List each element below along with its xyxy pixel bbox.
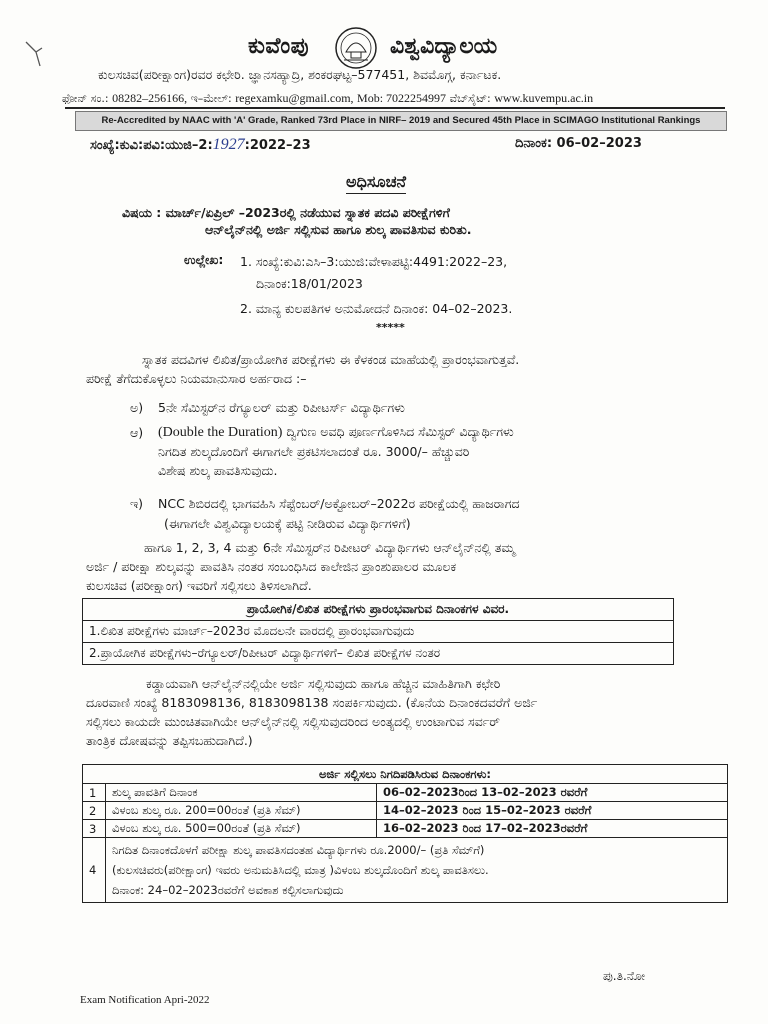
info-line-3: ಸಲ್ಲಿಸಲು ಕಾಯದೇ ಮುಂಚಿತವಾಗಿಯೇ ಆನ್‌ಲೈನ್‌ನಲ್ಲಿ ಸಲ್ಲಿಸುವುದರಿಂದ ಅಂತ್ಯದಲ್ಲಿ ಉಂಟಾಗುವ ಸರ್ವರ್	[86, 714, 500, 729]
item-b-line-2: ನಿಗದಿತ ಶುಲ್ಕದೊಂದಿಗೆ ಈಗಾಗಲೇ ಪ್ರಕಟಿಸಲಾದಂತೆ ರೂ. 3000/– ಹೆಚ್ಚುವರಿ	[158, 444, 470, 459]
phone-number: 08282–256166,	[112, 91, 188, 105]
subject-line-2: ಆನ್‌ಲೈನ್‌ನಲ್ಲಿ ಅರ್ಜಿ ಸಲ್ಲಿಸುವ ಹಾಗೂ ಶುಲ್ಕ ಪಾವತಿಸುವ ಕುರಿತು.	[205, 222, 472, 237]
row-4-text	[106, 838, 728, 903]
table-row: 2.ಪ್ರಾಯೋಗಿಕ ಪರೀಕ್ಷೆಗಳು–ರೆಗ್ಯೂಲರ್/ರಿಪೀಟರ್ ವಿದ್ಯಾರ್ಥಿಗಳಿಗೆ– ಲಿಖಿತ ಪರೀಕ್ಷೆಗಳ ನಂತರ	[83, 643, 674, 665]
email-address: regexamku@gmail.com,	[235, 91, 354, 105]
row-4-line-1: ನಿಗದಿತ ದಿನಾಂಕದೊಳಗೆ ಪರೀಕ್ಷಾ ಶುಲ್ಕ ಪಾವತಿಸದಂತಹ ವಿದ್ಯಾರ್ಥಿಗಳು ರೂ.2000/– (ಪ್ರತಿ ಸೆಮ್‌ಗೆ)	[112, 843, 485, 857]
para2-line-2: ಅರ್ಜಿ / ಪರೀಕ್ಷಾ ಶುಲ್ಕವನ್ನು ಪಾವತಿಸಿ ನಂತರ ಸಂಬಂಧಿಸಿದ ಕಾಲೇಜಿನ ಪ್ರಾಂಶುಪಾಲರ ಮೂಲಕ	[86, 559, 457, 574]
footer-note: Exam Notification Apri-2022	[80, 994, 210, 1006]
item-b-marker: ಆ)	[130, 425, 144, 440]
item-a-marker: ಅ)	[130, 400, 144, 415]
reference-2: 2. ಮಾನ್ಯ ಕುಲಪತಿಗಳ ಅನುಮೋದನೆ ದಿನಾಂಕ: 04–02–2023.	[240, 301, 513, 316]
table-row	[83, 838, 728, 903]
item-b-kannada: ದ್ವಿಗುಣ ಅವಧಿ ಪೂರ್ಣಗೊಳಿಸಿದ ಸೆಮಿಸ್ಟರ್ ವಿದ್ಯಾರ್ಥಿಗಳು	[282, 424, 514, 439]
item-c-marker: ಇ)	[130, 496, 144, 511]
table-row	[83, 784, 728, 802]
exam-start-table	[82, 598, 674, 665]
dates-table-header: ಅರ್ಜಿ ಸಲ್ಲಿಸಲು ನಿಗದಿಪಡಿಸಿರುವ ದಿನಾಂಕಗಳು:	[83, 765, 728, 784]
reference-number	[90, 136, 311, 154]
row-label: ವಿಳಂಬ ಶುಲ್ಕ ರೂ. 500=00ರಂತೆ (ಪ್ರತಿ ಸೆಮ್)	[106, 820, 377, 838]
reference-prefix: ಸಂಖ್ಯೆ:ಕುವಿ:ಪವಿ:ಯುಜಿ–2:	[90, 138, 213, 153]
university-name-left: ಕುವೆಂಪು	[248, 34, 310, 59]
row-number: 4	[83, 838, 106, 903]
para2-line-1: ಹಾಗೂ 1, 2, 3, 4 ಮತ್ತು 6ನೇ ಸೆಮಿಸ್ಟರ್‌ನ ರಿಪೀಟರ್ ವಿದ್ಯಾರ್ಥಿಗಳು ಆನ್‌ಲೈನ್‌ನಲ್ಲಿ ತಮ್ಮ	[144, 540, 515, 555]
reference-1: 1. ಸಂಖ್ಯೆ:ಕುವಿ:ಎಸಿ–3:ಯುಜಿ:ವೇಳಾಪಟ್ಟಿ:4491:2022–23,	[240, 254, 508, 269]
item-b-line-1	[158, 422, 514, 442]
row-number: 3	[83, 820, 106, 838]
university-name	[248, 34, 309, 59]
references-label: ಉಲ್ಲೇಖ:	[184, 252, 224, 267]
handwritten-number: 1927	[212, 136, 245, 153]
website-label: ವೆಬ್‌ಸೈಟ್:	[449, 92, 491, 105]
university-seal-icon	[334, 26, 378, 70]
application-dates-table	[82, 764, 728, 903]
row-number: 1	[83, 784, 106, 802]
accreditation-banner: Re-Accredited by NAAC with 'A' Grade, Ranked 73rd Place in NIRF– 2019 and Secured 45th Place in SCIMAGO Institutional Rankings	[75, 111, 727, 131]
contact-line	[62, 91, 593, 106]
info-line-4: ತಾಂತ್ರಿಕ ದೋಷವನ್ನು ತಪ್ಪಿಸಬಹುದಾಗಿದೆ.)	[86, 733, 253, 748]
university-name-right: ವಿಶ್ವವಿದ್ಯಾಲಯ	[390, 34, 498, 59]
para2-line-3: ಕುಲಸಚಿವ (ಪರೀಕ್ಷಾಂಗ) ಇವರಿಗೆ ಸಲ್ಲಿಸಲು ತಿಳಿಸಲಾಗಿದೆ.	[86, 578, 312, 593]
intro-line-2: ಪರೀಕ್ಷೆ ತೆಗೆದುಕೊಳ್ಳಲು ನಿಯಮಾನುಸಾರ ಅರ್ಹರಾದ :–	[86, 371, 307, 386]
item-c-line-1: NCC ಶಿಬಿರದಲ್ಲಿ ಭಾಗವಹಿಸಿ ಸೆಪ್ಟೆಂಬರ್/ಅಕ್ಟೋಬರ್–2022ರ ಪರೀಕ್ಷೆಯಲ್ಲಿ ಹಾಜರಾಗದ	[158, 496, 520, 511]
reference-suffix: :2022–23	[244, 138, 311, 153]
table-row: 1.ಲಿಖಿತ ಪರೀಕ್ಷೆಗಳು ಮಾರ್ಚ್–2023ರ ಮೊದಲನೇ ವಾರದಲ್ಲಿ ಪ್ರಾರಂಭವಾಗುವುದು	[83, 621, 674, 643]
intro-line-1: ಸ್ನಾತಕ ಪದವಿಗಳ ಲಿಖಿತ/ಪ್ರಾಯೋಗಿಕ ಪರೀಕ್ಷೆಗಳು ಈ ಕೆಳಕಂಡ ಮಾಹೆಯಲ್ಲಿ ಪ್ರಾರಂಭವಾಗುತ್ತವೆ.	[142, 352, 520, 367]
row-value: 16–02–2023 ರಿಂದ 17–02–2023ರವರೆಗೆ	[377, 820, 728, 838]
reference-1-date: ದಿನಾಂಕ:18/01/2023	[256, 276, 363, 291]
website-url: www.kuvempu.ac.in	[494, 91, 594, 105]
document-date: ದಿನಾಂಕ: 06–02–2023	[515, 136, 642, 151]
row-4-line-2: (ಕುಲಸಚಿವರು(ಪರೀಕ್ಷಾಂಗ) ಇವರು ಅನುಮತಿಸಿದಲ್ಲಿ ಮಾತ್ರ )ವಿಳಂಬ ಶುಲ್ಕದೊಂದಿಗೆ ಶುಲ್ಕ ಪಾವತಿಸಲು.	[112, 863, 489, 877]
item-b-english: (Double the Duration)	[158, 425, 283, 440]
exam-table-header: ಪ್ರಾಯೋಗಿಕ/ಲಿಖಿತ ಪರೀಕ್ಷೆಗಳು ಪ್ರಾರಂಭವಾಗುವ ದಿನಾಂಕಗಳ ವಿವರ.	[83, 599, 674, 621]
row-label: ವಿಳಂಬ ಶುಲ್ಕ ರೂ. 200=00ರಂತೆ (ಪ್ರತಿ ಸೆಮ್)	[106, 802, 377, 820]
mobile-number: Mob: 7022254997	[357, 91, 447, 105]
row-value: 06–02–2023ರಿಂದ 13–02–2023 ರವರೆಗೆ	[377, 784, 728, 802]
office-address: ಕುಲಸಚಿವ(ಪರೀಕ್ಷಾಂಗ)ರವರ ಕಛೇರಿ. ಜ್ಞಾನಸಹ್ಯಾದ್ರಿ, ಶಂಕರಘಟ್ಟ–577451, ಶಿವಮೊಗ್ಗ, ಕರ್ನಾಟಕ.	[98, 67, 502, 82]
notification-title: ಅಧಿಸೂಚನೆ	[346, 172, 406, 194]
row-label: ಶುಲ್ಕ ಪಾವತಿಗೆ ದಿನಾಂಕ	[106, 784, 377, 802]
phone-label: ಫೋನ್ ಸಂ.:	[62, 92, 109, 105]
signature-note: ಪು.ತಿ.ನೋ	[603, 969, 646, 983]
email-label: ಇ–ಮೇಲ್:	[190, 92, 232, 105]
table-row	[83, 802, 728, 820]
row-value: 14–02–2023 ರಿಂದ 15–02–2023 ರವರೆಗೆ	[377, 802, 728, 820]
table-row	[83, 820, 728, 838]
margin-mark	[24, 38, 44, 68]
row-4-line-3: ದಿನಾಂಕ: 24–02–2023ರವರೆಗೆ ಅವಕಾಶ ಕಲ್ಪಿಸಲಾಗುವುದು	[112, 883, 344, 897]
subject-line-1: ವಿಷಯ : ಮಾರ್ಚ್/ಏಪ್ರಿಲ್ –2023ರಲ್ಲಿ ನಡೆಯುವ ಸ್ನಾತಕ ಪದವಿ ಪರೀಕ್ಷೆಗಳಿಗೆ	[122, 205, 450, 220]
separator-stars: *****	[376, 321, 405, 334]
item-b-line-3: ವಿಶೇಷ ಶುಲ್ಕ ಪಾವತಿಸುವುದು.	[158, 463, 278, 478]
info-line-2: ದೂರವಾಣಿ ಸಂಖ್ಯೆ 8183098136, 8183098138 ಸಂಪರ್ಕಿಸುವುದು. (ಕೊನೆಯ ದಿನಾಂಕದವರೆಗೆ ಅರ್ಜಿ	[86, 695, 538, 710]
info-line-1: ಕಡ್ಡಾಯವಾಗಿ ಆನ್‌ಲೈನ್‌ನಲ್ಲಿಯೇ ಅರ್ಜಿ ಸಲ್ಲಿಸುವುದು ಹಾಗೂ ಹೆಚ್ಚಿನ ಮಾಹಿತಿಗಾಗಿ ಕಛೇರಿ	[146, 676, 501, 691]
header-rule	[65, 107, 725, 109]
row-number: 2	[83, 802, 106, 820]
item-c-line-2: (ಈಗಾಗಲೇ ವಿಶ್ವವಿದ್ಯಾಲಯಕ್ಕೆ ಪಟ್ಟಿ ನೀಡಿರುವ ವಿದ್ಯಾರ್ಥಿಗಳಿಗೆ)	[164, 516, 411, 531]
item-a-text: 5ನೇ ಸೆಮಿಸ್ಟರ್‌ನ ರೆಗ್ಯೂಲರ್ ಮತ್ತು ರಿಪೀಟರ್ಸ್ ವಿದ್ಯಾರ್ಥಿಗಳು	[158, 400, 405, 415]
